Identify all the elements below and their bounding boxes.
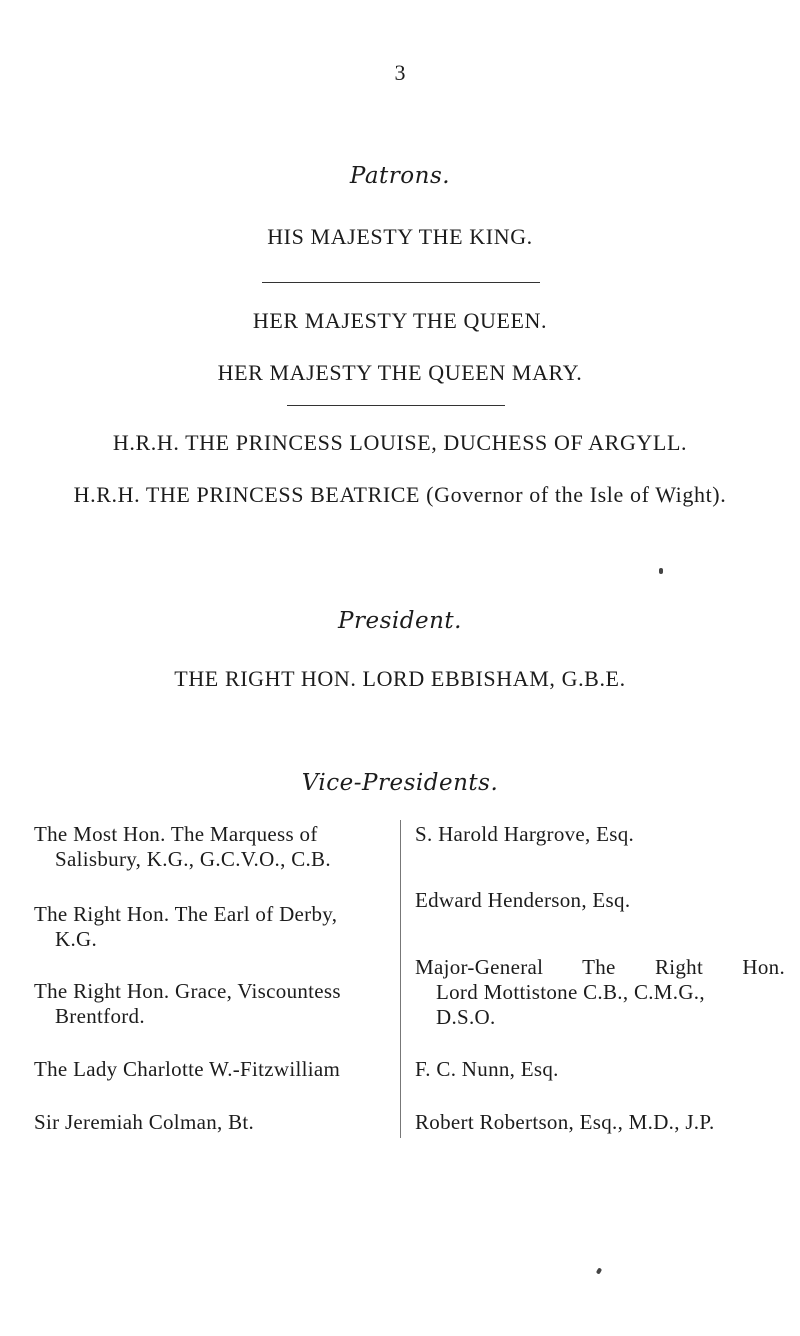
vice-president-right-2: [415, 888, 785, 913]
divider-rule-2: [287, 405, 505, 406]
vp-right-2-line1: Edward Henderson, Esq.: [415, 888, 631, 912]
vice-president-right-4: [415, 1057, 785, 1082]
patron-line-5: H.R.H. THE PRINCESS BEATRICE (Governor of the Isle of Wight).: [73, 482, 727, 507]
vice-president-left-1: [34, 822, 394, 872]
patron-line-2: HER MAJESTY THE QUEEN.: [252, 308, 548, 333]
vice-president-right-5: [415, 1110, 795, 1135]
vp-left-2-line2: K.G.: [55, 927, 98, 951]
vp-left-3-line2: Brentford.: [55, 1004, 145, 1028]
vice-president-left-3: [34, 979, 394, 1029]
vp-right-5-line1: Robert Robertson, Esq., M.D., J.P.: [415, 1110, 715, 1134]
vp-left-3-line1: The Right Hon. Grace, Viscountess: [34, 979, 341, 1003]
president-name: THE RIGHT HON. LORD EBBISHAM, G.B.E.: [174, 666, 626, 691]
vp-right-4-line1: F. C. Nunn, Esq.: [415, 1057, 559, 1081]
president-heading: President.: [338, 608, 462, 634]
ink-speck: [659, 568, 663, 574]
vp-left-1-line2: Salisbury, K.G., G.C.V.O., C.B.: [55, 847, 331, 871]
vice-president-left-2: [34, 902, 394, 952]
vp-left-4-line1: The Lady Charlotte W.-Fitzwilliam: [34, 1057, 341, 1081]
column-divider: [400, 820, 401, 1138]
vp-right-3-line2: Lord Mottistone C.B., C.M.G.,: [436, 980, 705, 1004]
patrons-heading: Patrons.: [349, 163, 451, 189]
vice-president-right-3: [415, 955, 785, 1030]
ink-speck-bottom: [596, 1267, 602, 1274]
page-number: 3: [394, 60, 406, 85]
vp-left-2-line1: The Right Hon. The Earl of Derby,: [34, 902, 338, 926]
patron-line-1: HIS MAJESTY THE KING.: [267, 224, 533, 249]
vp-right-1-line1: S. Harold Hargrove, Esq.: [415, 822, 635, 846]
vice-president-left-5: [34, 1110, 394, 1135]
vp-left-1-line1: The Most Hon. The Marquess of: [34, 822, 318, 846]
vp-right-3-line3: D.S.O.: [436, 1005, 496, 1029]
divider-rule-1: [262, 282, 540, 283]
patron-line-3: HER MAJESTY THE QUEEN MARY.: [217, 360, 583, 385]
vp-right-3-line1: Major-General The Right Hon.: [415, 955, 785, 979]
vice-president-left-4: [34, 1057, 394, 1082]
patron-line-4: H.R.H. THE PRINCESS LOUISE, DUCHESS OF ARGYLL.: [112, 430, 688, 455]
vice-president-right-1: [415, 822, 785, 847]
vice-presidents-heading: Vice-Presidents.: [301, 770, 499, 796]
vp-left-5-line1: Sir Jeremiah Colman, Bt.: [34, 1110, 255, 1134]
